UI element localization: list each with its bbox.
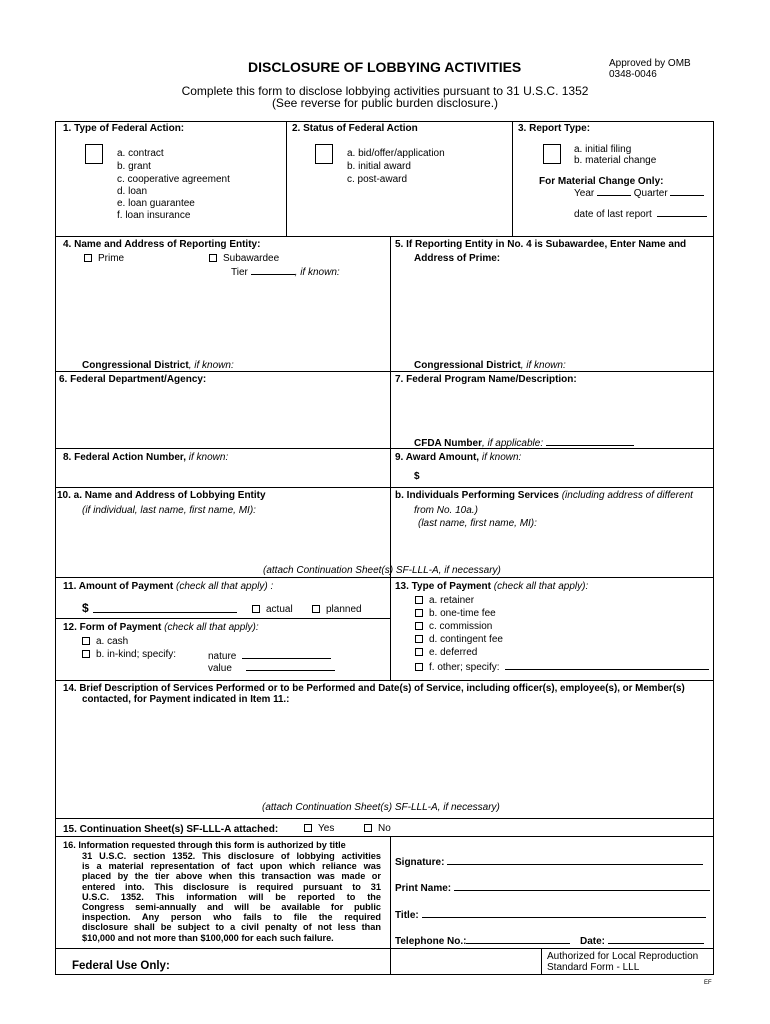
s6-label: 6. Federal Department/Agency: [59, 374, 207, 385]
s10a-label: 10. a. Name and Address of Lobbying Entity [57, 490, 266, 501]
s4-tier-label: Tier [231, 267, 248, 278]
s9-label: 9. Award Amount, if known: [395, 452, 522, 463]
s1-option: d. loan [117, 186, 148, 197]
s13-option-checkbox[interactable]: f. other; specify: [415, 660, 709, 673]
s11-dollar: $ [82, 601, 89, 615]
s3-quarter-label: Quarter [633, 188, 668, 199]
s2-answer-box[interactable] [315, 144, 333, 164]
s3-date-label: date of last report [574, 209, 652, 220]
s1-option: a. contract [117, 148, 164, 159]
s1-option: c. cooperative agreement [117, 174, 230, 185]
s11-label: 11. Amount of Payment (check all that apply) : [63, 581, 274, 592]
attach-note-1: (attach Continuation Sheet(s) SF-LLL-A, if necessary) [263, 565, 501, 576]
s9-dollar: $ [414, 471, 420, 482]
date-field[interactable]: Date: [580, 934, 704, 947]
s15-yes-checkbox[interactable]: Yes [304, 823, 334, 834]
s7-label: 7. Federal Program Name/Description: [395, 374, 577, 385]
s11-planned-checkbox[interactable]: planned [312, 604, 362, 615]
s4-subawardee-checkbox[interactable] [209, 253, 279, 264]
s3-date-field[interactable] [574, 207, 707, 220]
s4-prime-label: Prime [98, 253, 125, 264]
s8-label: 8. Federal Action Number, if known: [63, 452, 229, 463]
authorized-reproduction: Authorized for Local Reproduction [547, 951, 699, 962]
s5-label: 5. If Reporting Entity in No. 4 is Subawardee, Enter Name and [395, 239, 687, 250]
s1-option: f. loan insurance [117, 210, 191, 221]
s3-year-field[interactable] [574, 186, 704, 199]
federal-use-only: Federal Use Only: [72, 960, 170, 972]
s4-district[interactable]: Congressional District, if known: [82, 360, 234, 371]
s10b-sub-2: (last name, first name, MI): [418, 518, 537, 529]
s16-line: 16. Information requested through this form is authorized by title [63, 840, 346, 850]
telephone-field[interactable]: Telephone No.: [395, 934, 570, 947]
s1-label: 1. Type of Federal Action: [63, 123, 185, 134]
s13-option-checkbox[interactable]: b. one-time fee [415, 608, 496, 619]
s14-label-2: contacted, for Payment indicated in Item 11.: [82, 694, 290, 705]
attach-note-2: (attach Continuation Sheet(s) SF-LLL-A, if necessary) [262, 802, 500, 813]
s13-label: 13. Type of Payment (check all that apply): [395, 581, 589, 592]
s3-year-label: Year [574, 188, 595, 199]
s5-label-2: Address of Prime: [414, 253, 501, 264]
s16-paragraph: 31 U.S.C. section 1352. This disclosure of lobbying activities is a material representation of fact upon which reliance was placed by the tier above when this transaction was made or entered into. This disclosure is required pursuant to 31 U.S.C. 1352. This information will be reported to the Congress semi-annually and will be available for public inspection. Any person who fails to file the required disclosure shall be subject to a civil penalty of not less than $10,000 and not more than $100,000 for each such failure. [82, 851, 381, 943]
s10b-label: b. Individuals Performing Services (including address of different [395, 490, 693, 501]
s2-option: b. initial award [347, 161, 411, 172]
s12-inkind-checkbox[interactable]: b. in-kind; specify: [82, 649, 176, 660]
s1-option: b. grant [117, 161, 151, 172]
omb-number: 0348-0046 [609, 69, 657, 80]
form-subtitle-note: (See reverse for public burden disclosure.) [271, 96, 499, 110]
s5-district[interactable]: Congressional District, if known: [414, 360, 566, 371]
s7-cfda-field[interactable]: CFDA Number, if applicable: [414, 436, 634, 449]
s13-option-checkbox[interactable]: d. contingent fee [415, 634, 503, 645]
s4-if-known: , if known: [294, 267, 340, 278]
title-field[interactable]: Title: [395, 908, 706, 921]
s12-nature-field[interactable]: nature [208, 649, 331, 662]
s10a-sub: (if individual, last name, first name, MI): [82, 505, 256, 516]
s3-material-change: For Material Change Only: [539, 176, 664, 187]
s14-label: 14. Brief Description of Services Performed or to be Performed and Date(s) of Service, including officer(s), employee(s), or Member(s) [63, 683, 685, 694]
s4-subawardee-label: Subawardee [223, 253, 280, 264]
s11-amount-line[interactable] [93, 612, 237, 613]
s3-label: 3. Report Type: [518, 123, 591, 134]
s12-cash-checkbox[interactable]: a. cash [82, 636, 128, 647]
s3-option: a. initial filing [574, 144, 632, 155]
print-name-field[interactable]: Print Name: [395, 881, 710, 894]
s2-label: 2. Status of Federal Action [292, 123, 418, 134]
omb-approval: Approved by OMB [609, 58, 691, 69]
standard-form: Standard Form - LLL [547, 962, 640, 973]
ef-mark: EF [704, 980, 712, 986]
s1-option: e. loan guarantee [117, 198, 195, 209]
s4-label: 4. Name and Address of Reporting Entity: [63, 239, 261, 250]
s13-option-checkbox[interactable]: e. deferred [415, 647, 477, 658]
s3-option: b. material change [574, 155, 657, 166]
s2-option: a. bid/offer/application [347, 148, 445, 159]
s2-option: c. post-award [347, 174, 408, 185]
form-subtitle: Complete this form to disclose lobbying activities pursuant to 31 U.S.C. 1352 [181, 84, 589, 98]
s15-no-checkbox[interactable]: No [364, 823, 391, 834]
s4-tier-field[interactable] [231, 265, 340, 278]
s1-answer-box[interactable] [85, 144, 103, 164]
s4-prime-checkbox[interactable] [84, 253, 124, 264]
s12-value-field[interactable]: value [208, 661, 335, 674]
s10b-sub: from No. 10a.) [414, 505, 478, 516]
s13-option-checkbox[interactable]: c. commission [415, 621, 492, 632]
signature-field[interactable]: Signature: [395, 855, 703, 868]
s12-label: 12. Form of Payment (check all that apply): [63, 622, 259, 633]
s3-answer-box[interactable] [543, 144, 561, 164]
s11-actual-checkbox[interactable]: actual [252, 604, 293, 615]
s15-label: 15. Continuation Sheet(s) SF-LLL-A attached: [63, 824, 279, 835]
form-title: DISCLOSURE OF LOBBYING ACTIVITIES [248, 59, 522, 75]
s13-option-checkbox[interactable]: a. retainer [415, 595, 474, 606]
